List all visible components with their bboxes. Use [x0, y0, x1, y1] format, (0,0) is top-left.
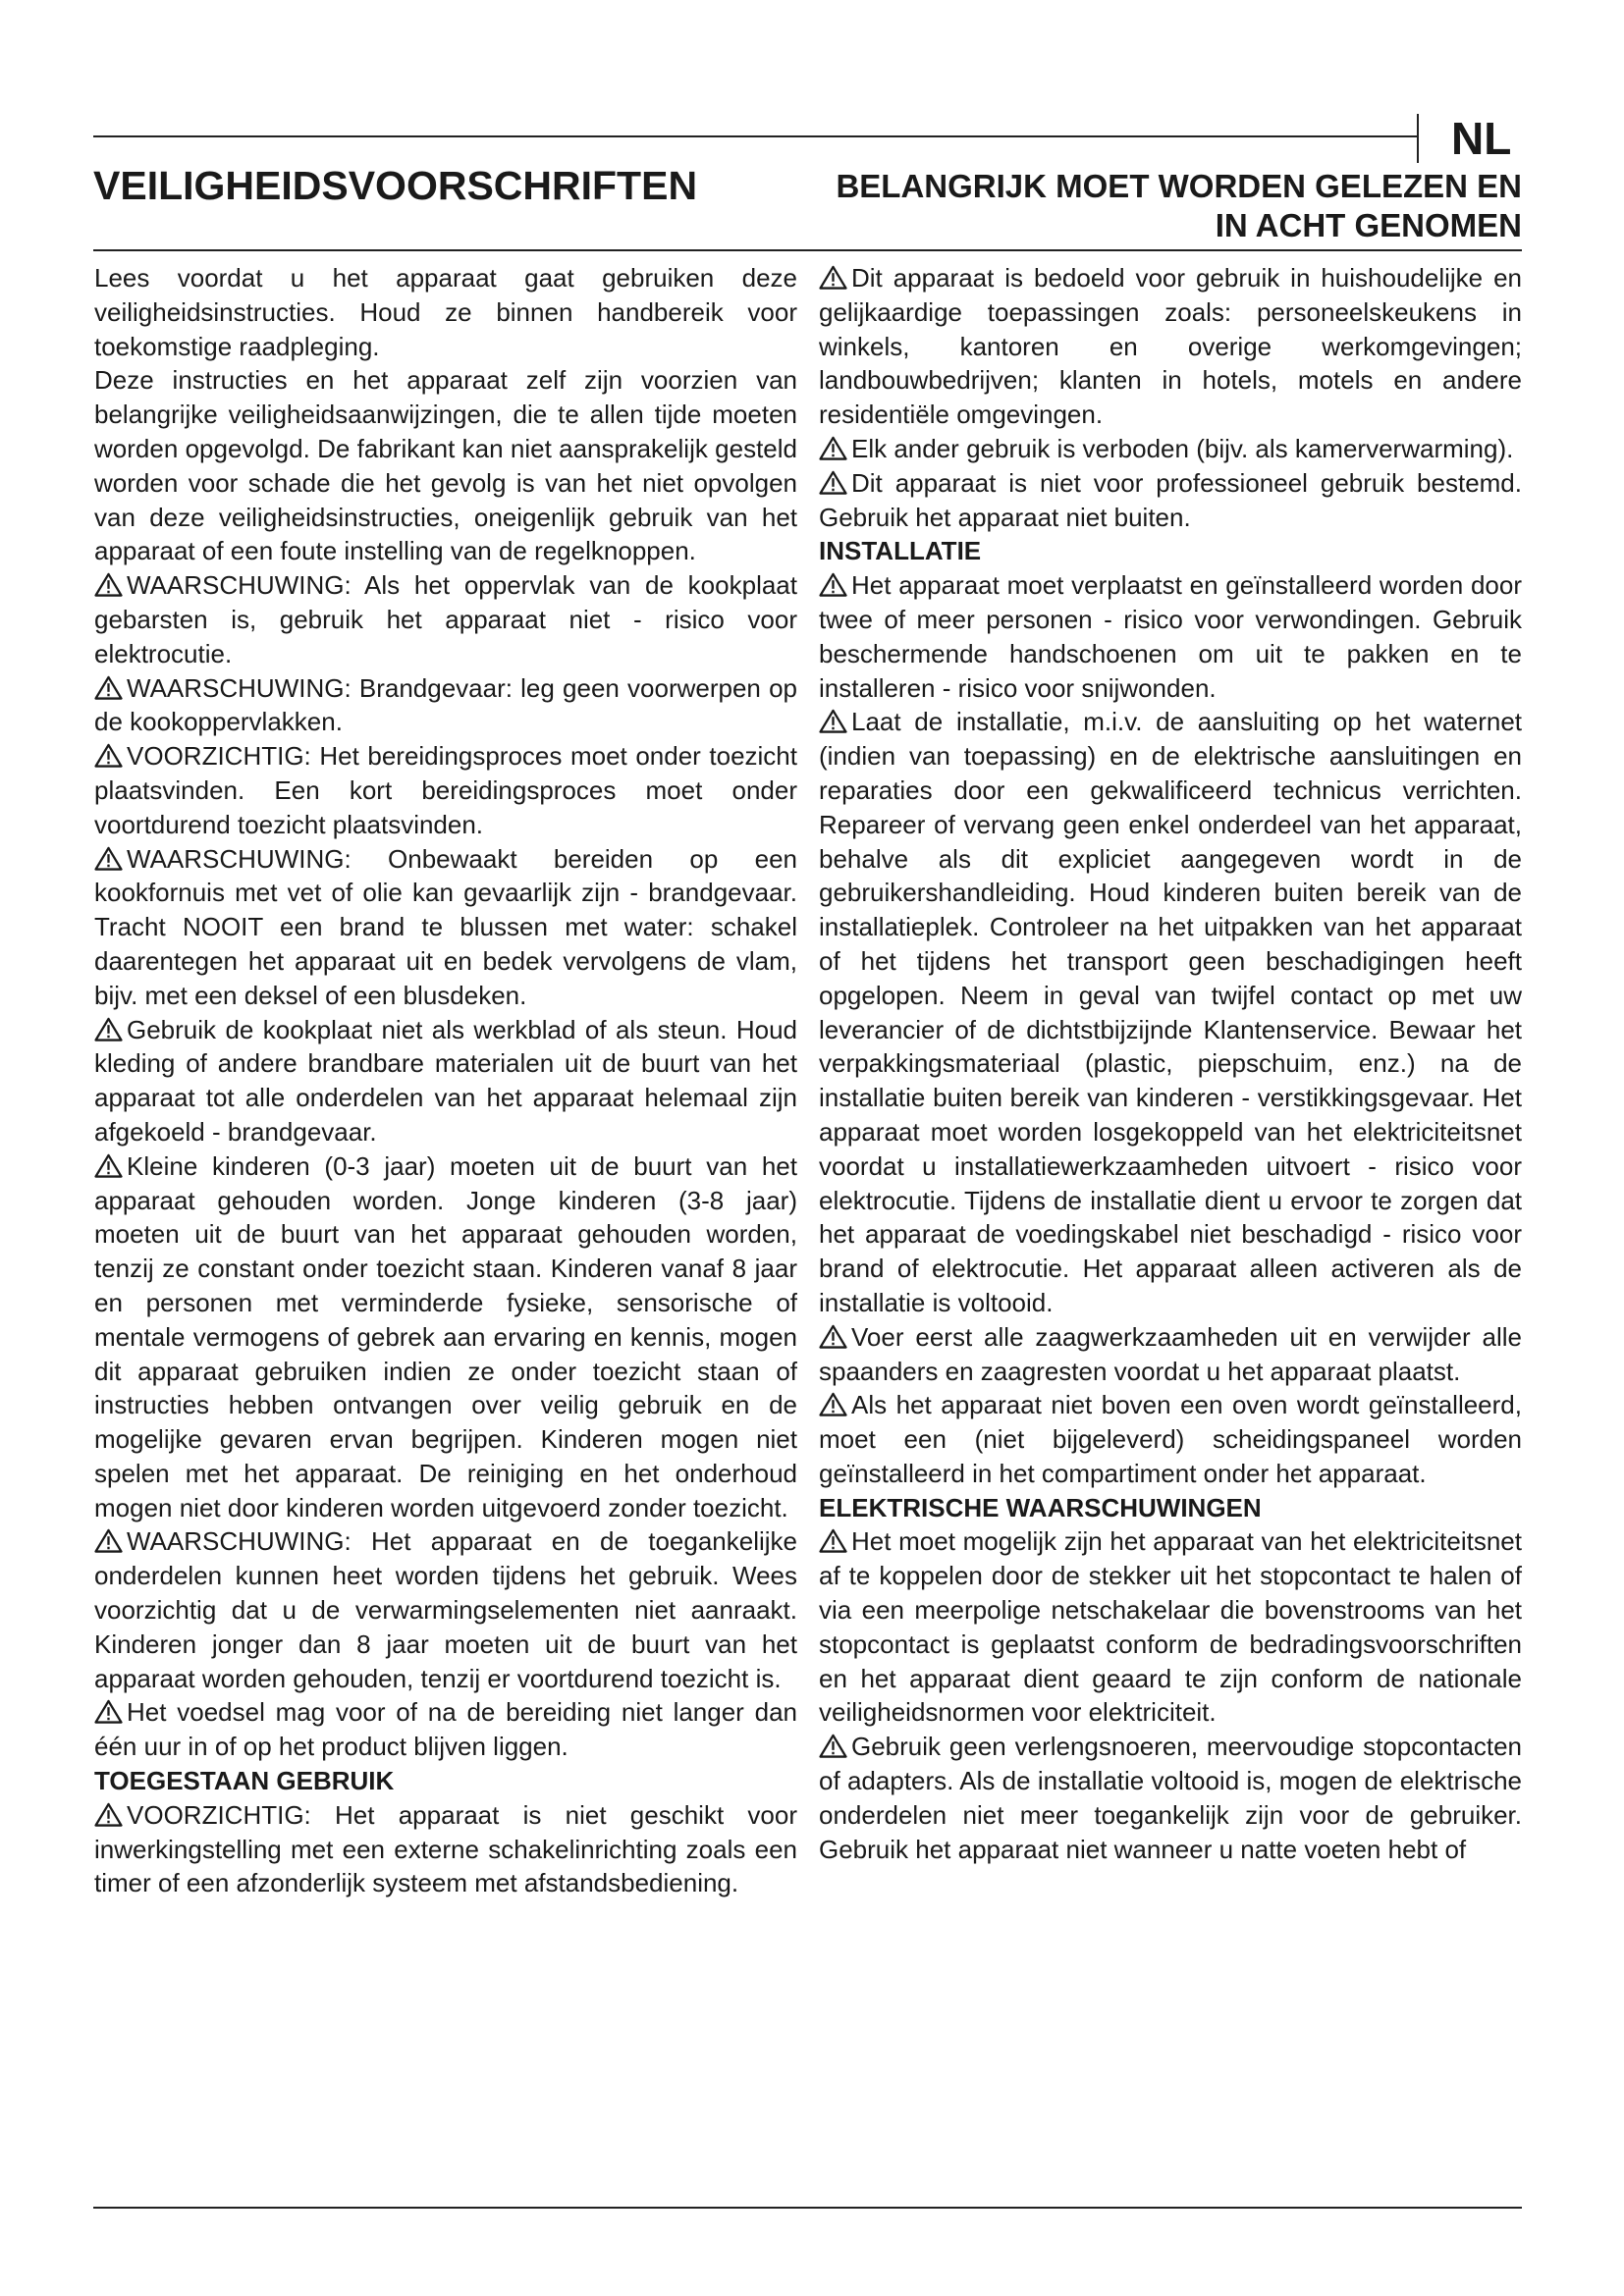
- warning-text: WAARSCHUWING: Brandgevaar: leg geen voorwerpen op de kookoppervlakken.: [94, 672, 797, 737]
- warning-paragraph: [94, 1013, 797, 1149]
- warning-triangle-icon: [94, 1802, 123, 1827]
- warning-triangle-icon: [819, 1734, 847, 1758]
- page-subtitle: [717, 167, 1522, 245]
- warning-triangle-icon: [819, 1392, 847, 1416]
- warning-paragraph: [94, 1695, 797, 1764]
- warning-triangle-icon: [819, 572, 847, 597]
- warning-paragraph: [94, 1798, 797, 1900]
- language-code: NL: [1451, 113, 1512, 164]
- left-column: [94, 261, 797, 1900]
- warning-triangle-icon: [819, 436, 847, 460]
- right-column: [819, 261, 1522, 1866]
- warning-text: Dit apparaat is bedoeld voor gebruik in huishoudelijke en gelijkaardige toepassingen zoals: personeelskeukens in winkels, kantoren en overige werkomgevingen; landbouwbedrijven; klanten in hotels, motels en andere residentiële omgevingen.: [819, 263, 1522, 430]
- warning-text: Als het apparaat niet boven een oven wordt geïnstalleerd, moet een (niet bijgeleverd) scheidingspaneel worden geïnstalleerd in het compartiment onder het apparaat.: [819, 1390, 1522, 1488]
- warning-triangle-icon: [94, 1528, 123, 1553]
- warning-paragraph: [94, 1524, 797, 1695]
- top-rule: [93, 135, 1417, 137]
- warning-text: Het apparaat moet verplaatst en geïnstalleerd worden door twee of meer personen - risico voor verwondingen. Gebruik beschermende handschoenen om uit te pakken en te installeren - risico voor snijwonden.: [819, 570, 1522, 703]
- instructions-paragraph: Deze instructies en het apparaat zelf zijn voorzien van belangrijke veiligheidsaanwijzingen, die te allen tijde moeten worden opgevolgd. De fabrikant kan niet aansprakelijk gesteld worden voor schade die het gevolg is van het niet opvolgen van deze veiligheidsinstructies, oneigenlijk gebruik van het apparaat of een foute instelling van de regelknoppen.: [94, 365, 797, 566]
- warning-triangle-icon: [819, 709, 847, 733]
- section-heading-installatie: INSTALLATIE: [819, 536, 982, 566]
- warning-text: Gebruik de kookplaat niet als werkblad of als steun. Houd kleding of andere brandbare materialen uit de buurt van het apparaat tot alle onderdelen van het apparaat helemaal zijn afgekoeld - brandgevaar.: [94, 1014, 797, 1147]
- warning-triangle-icon: [819, 470, 847, 495]
- warning-text: Voer eerst alle zaagwerkzaamheden uit en verwijder alle spaanders en zaagresten voordat u het apparaat plaatst.: [819, 1321, 1522, 1386]
- warning-paragraph: [819, 568, 1522, 705]
- warning-text: Elk ander gebruik is verboden (bijv. als kamerverwarming).: [851, 433, 1514, 463]
- warning-text: Het moet mogelijk zijn het apparaat van het elektriciteitsnet af te koppelen door de stekker uit het stopcontact te halen of via een meerpolige netschakelaar die bovenstrooms van het stopcontact is geplaatst conform de bedradingsvoorschriften en het apparaat dient geaard te zijn conform de nationale veiligheidsnormen voor elektriciteit.: [819, 1526, 1522, 1728]
- warning-text: Het voedsel mag voor of na de bereiding niet langer dan één uur in of op het product blijven liggen.: [94, 1697, 797, 1762]
- warning-text: VOORZICHTIG: Het bereidingsproces moet onder toezicht plaatsvinden. Een kort bereidingsproces moet onder voortdurend toezicht plaatsvinden.: [94, 741, 797, 839]
- warning-triangle-icon: [94, 743, 123, 768]
- warning-text: WAARSCHUWING: Als het oppervlak van de kookplaat gebarsten is, gebruik het apparaat niet - risico voor elektrocutie.: [94, 570, 797, 668]
- language-tick: [1417, 114, 1419, 163]
- warning-paragraph: [819, 1730, 1522, 1866]
- warning-triangle-icon: [94, 1153, 123, 1178]
- warning-triangle-icon: [94, 1699, 123, 1724]
- warning-paragraph: [819, 705, 1522, 1319]
- bottom-rule: [93, 2207, 1522, 2209]
- warning-paragraph: [94, 842, 797, 1013]
- warning-triangle-icon: [819, 265, 847, 290]
- warning-paragraph: [819, 466, 1522, 535]
- warning-triangle-icon: [819, 1324, 847, 1349]
- warning-paragraph: [94, 1149, 797, 1525]
- warning-triangle-icon: [94, 1017, 123, 1041]
- warning-paragraph: [819, 1320, 1522, 1389]
- warning-text: WAARSCHUWING: Het apparaat en de toegankelijke onderdelen kunnen heet worden tijdens het gebruik. Wees voorzichtig dat u de verwarmingselementen niet aanraakt. Kinderen jonger dan 8 jaar moeten uit de buurt van het apparaat worden gehouden, tenzij er voortdurend toezicht is.: [94, 1526, 797, 1693]
- warning-text: Laat de installatie, m.i.v. de aansluiting op het waternet (indien van toepassing) en de elektrische aansluitingen en reparaties door een gekwalificeerd technicus verrichten. Repareer of vervang geen enkel onderdeel van het apparaat, behalve als dit expliciet aangegeven wordt in de gebruikershandleiding. Houd kinderen buiten bereik van de installatieplek. Controleer na het uitpakken van het apparaat of het tijdens het transport geen beschadigingen heeft opgelopen. Neem in geval van twijfel contact op met uw leverancier of de dichtstbijzijnde Klantenservice. Bewaar het verpakkingsmateriaal (plastic, piepschuim, enz.) na de installatie buiten bereik van kinderen - verstikkingsgevaar. Het apparaat moet worden losgekoppeld van het elektriciteitsnet voordat u installatiewerkzaamheden uitvoert - risico voor elektrocutie. Tijdens de installatie dient u ervoor te zorgen dat het apparaat de voedingskabel niet beschadigd - risico voor brand of elektrocutie. Het apparaat alleen activeren als de installatie is voltooid.: [819, 707, 1522, 1317]
- page-subtitle-line-2: IN ACHT GENOMEN: [1215, 207, 1522, 243]
- page-subtitle-line-1: BELANGRIJK MOET WORDEN GELEZEN EN: [836, 168, 1522, 204]
- warning-triangle-icon: [94, 846, 123, 871]
- intro-paragraph: Lees voordat u het apparaat gaat gebruiken deze veiligheidsinstructies. Houd ze binnen handbereik voor toekomstige raadpleging.: [94, 263, 797, 361]
- warning-text: VOORZICHTIG: Het apparaat is niet geschikt voor inwerkingstelling met een externe schakelinrichting zoals een timer of een afzonderlijk systeem met afstandsbediening.: [94, 1799, 797, 1898]
- warning-paragraph: [819, 432, 1522, 466]
- section-heading-elektrische-waarschuwingen: ELEKTRISCHE WAARSCHUWINGEN: [819, 1492, 1262, 1522]
- warning-text: Dit apparaat is niet voor professioneel gebruik bestemd. Gebruik het apparaat niet buiten.: [819, 467, 1522, 532]
- warning-paragraph: [94, 739, 797, 841]
- warning-paragraph: [94, 568, 797, 670]
- warning-paragraph: [819, 261, 1522, 432]
- warning-text: Kleine kinderen (0-3 jaar) moeten uit de buurt van het apparaat gehouden worden. Jonge kinderen (3-8 jaar) moeten uit de buurt van het apparaat gehouden worden, tenzij ze constant onder toezicht staan. Kinderen vanaf 8 jaar en personen met verminderde fysieke, sensorische of mentale vermogens of gebrek aan ervaring en kennis, mogen dit apparaat gebruiken indien ze onder toezicht staan of instructies hebben ontvangen over veilig gebruik en de mogelijke gevaren ervan begrijpen. Kinderen mogen niet spelen met het apparaat. De reiniging en het onderhoud mogen niet door kinderen worden uitgevoerd zonder toezicht.: [94, 1150, 797, 1522]
- warning-triangle-icon: [94, 675, 123, 700]
- warning-paragraph: [819, 1524, 1522, 1730]
- warning-paragraph: [819, 1388, 1522, 1490]
- warning-paragraph: [94, 671, 797, 740]
- warning-text: Gebruik geen verlengsnoeren, meervoudige stopcontacten of adapters. Als de installatie voltooid is, mogen de elektrische onderdelen niet meer toegankelijk zijn voor de gebruiker. Gebruik het apparaat niet wanneer u natte voeten hebt of: [819, 1732, 1522, 1864]
- warning-triangle-icon: [94, 572, 123, 597]
- warning-text: WAARSCHUWING: Onbewaakt bereiden op een kookfornuis met vet of olie kan gevaarlijk zijn - brandgevaar. Tracht NOOIT een brand te blussen met water: schakel daarentegen het apparaat uit en bedek vervolgens de vlam, bijv. met een deksel of een blusdeken.: [94, 843, 797, 1010]
- section-heading-toegestaan-gebruik: TOEGESTAAN GEBRUIK: [94, 1766, 395, 1796]
- warning-triangle-icon: [819, 1528, 847, 1553]
- page-title: VEILIGHEIDSVOORSCHRIFTEN: [93, 163, 698, 208]
- header-rule: [93, 249, 1522, 251]
